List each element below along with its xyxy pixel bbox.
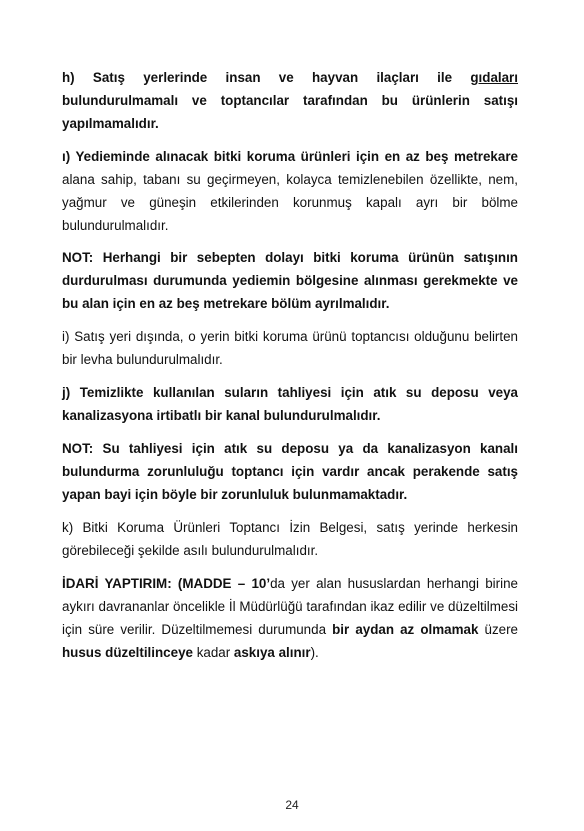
paragraph-i-dotless-text: alana sahip, tabanı su geçirmeyen, kolayca temizlenebilen özellikte, nem, yağmur ve güneşin etkilerinden korunmuş kapalı ayrı bir bölme bulundurulmalıdır. [62,172,518,233]
idari-bold-3: askıya alınır [233,645,311,660]
paragraph-k: k) Bitki Koruma Ürünleri Toptancı İzin Belgesi, satış yerinde herkesin görebileceği şekilde asılı bulundurulmalıdır. [62,520,518,558]
idari-bold-2: husus düzeltilinceye [62,645,193,660]
paragraph-i-dotless [62,145,518,237]
note-2: NOT: Su tahliyesi için atık su deposu ya da kanalizasyon kanalı bulundurma zorunluluğu toptancı için vardır ancak perakende satış yapan bayi için böyle bir zorunluluk bulunmamaktadır. [62,441,518,502]
paragraph-i: i) Satış yeri dışında, o yerin bitki koruma ürünü toptancısı olduğunu belirten bir levha bulundurulmalıdır. [62,329,518,367]
page-number: 24 [285,798,299,812]
idari-text-1: da yer alan hususlardan herhangi birine aykırı davrananlar öncelikle İl Müdürlüğü tarafından ikaz edilir ve düzeltilmesi için süre verilir. Düzeltilmemesi durumunda [62,576,518,637]
paragraph-idari-yaptirim [62,572,518,664]
paragraph-j: j) Temizlikte kullanılan suların tahliyesi için atık su deposu veya kanalizasyona irtibatlı bir kanal bulundurulmalıdır. [62,385,518,423]
paragraph-h-underlined: gıdaları [470,70,518,85]
idari-text-3: kadar [192,645,234,660]
paragraph-h-text-2: bulundurulmamalı ve toptancılar tarafından bu ürünlerin satışı yapılmamalıdır. [62,93,518,131]
idari-yaptirim-heading: İDARİ YAPTIRIM: (MADDE – 10’ [62,576,271,591]
paragraph-i-dotless-bold: ı) Yedieminde alınacak bitki koruma ürünleri için en az beş metrekare [62,149,518,164]
note-1: NOT: Herhangi bir sebepten dolayı bitki koruma ürünün satışının durdurulması durumunda yediemin bölgesine alınması gerekmekte ve bu alan için en az beş metrekare bölüm ayrılmalıdır. [62,250,518,311]
paragraph-h [62,66,518,135]
idari-text-2: üzere [478,622,518,637]
paragraph-h-text-1: h) Satış yerlerinde insan ve hayvan ilaçları ile [62,70,471,85]
document-page [62,66,518,674]
idari-text-4: ). [310,645,319,660]
idari-bold-1: bir aydan az olmamak [332,622,479,637]
